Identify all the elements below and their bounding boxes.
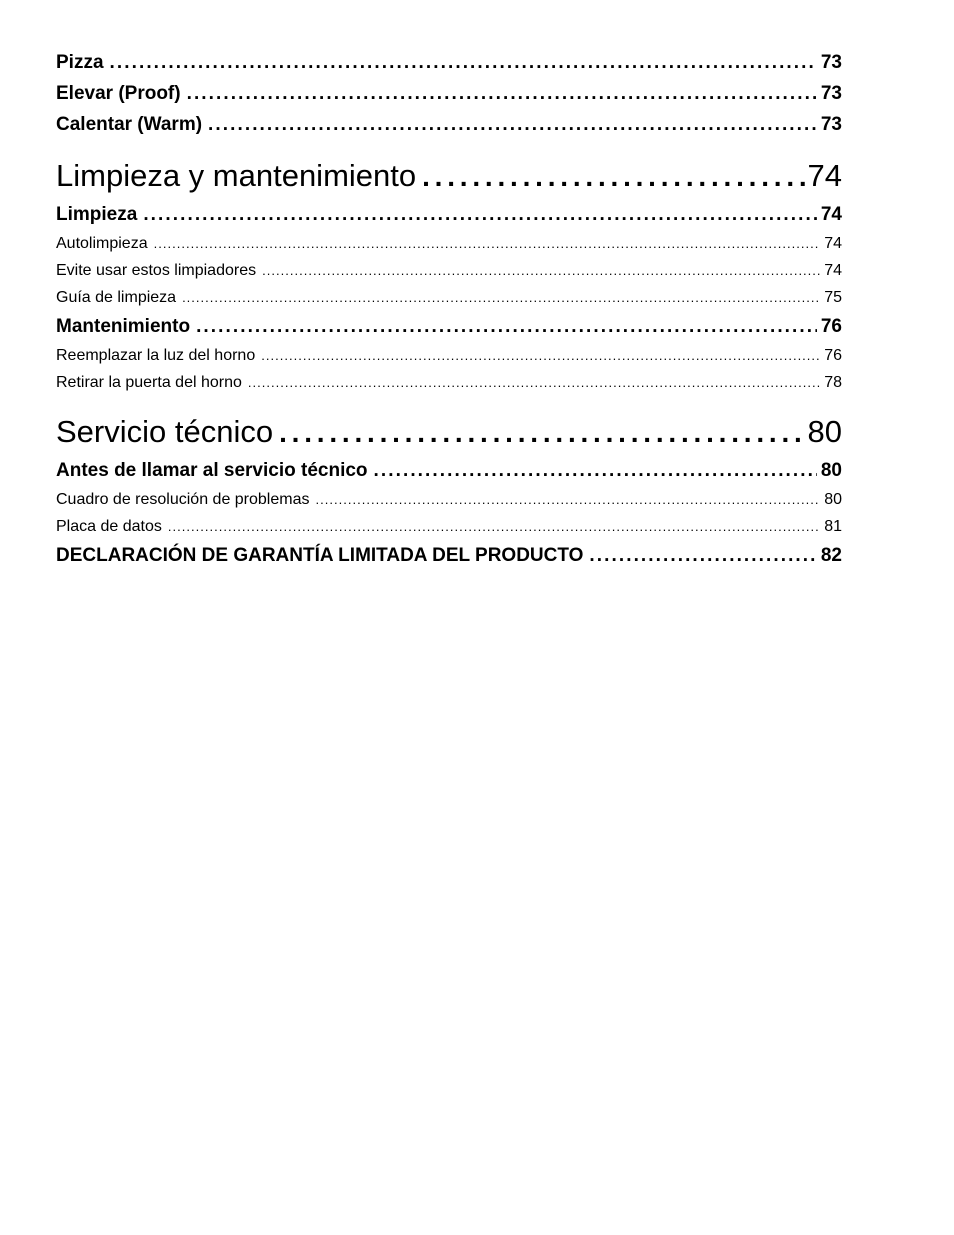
toc-entry-page: 73 (820, 114, 842, 135)
dot-leader (279, 412, 807, 453)
dot-leader (182, 287, 820, 309)
toc-item-retirar-puerta[interactable] (56, 372, 842, 399)
toc-item-placa-datos[interactable] (56, 516, 842, 543)
toc-entry-mantenimiento[interactable] (56, 314, 842, 345)
toc-entry-label: Antes de llamar al servicio técnico (56, 460, 368, 481)
toc-item-guia-limpieza[interactable] (56, 287, 842, 314)
toc-item-label: Placa de datos (56, 518, 162, 535)
toc-item-label: Retirar la puerta del horno (56, 374, 242, 391)
toc-item-page: 78 (824, 374, 842, 391)
dot-leader (262, 260, 820, 282)
toc-entry-elevar[interactable] (56, 81, 842, 112)
toc-item-cuadro-resolucion[interactable] (56, 489, 842, 516)
toc-entry-page: 73 (820, 83, 842, 104)
table-of-contents (56, 50, 842, 574)
toc-item-page: 74 (824, 235, 842, 252)
toc-item-evite-usar[interactable] (56, 260, 842, 287)
dot-leader (374, 458, 817, 484)
toc-entry-garantia[interactable] (56, 543, 842, 574)
toc-item-label: Autolimpieza (56, 235, 148, 252)
dot-leader (315, 489, 820, 511)
toc-entry-calentar[interactable] (56, 112, 842, 143)
dot-leader (208, 112, 817, 138)
toc-item-page: 76 (824, 347, 842, 364)
toc-entry-label: Calentar (Warm) (56, 114, 203, 135)
toc-chapter-page: 80 (807, 414, 842, 449)
toc-entry-label: Elevar (Proof) (56, 83, 181, 104)
toc-entry-label: Limpieza (56, 204, 138, 225)
toc-chapter-servicio-tecnico[interactable] (56, 412, 842, 458)
toc-item-page: 75 (824, 289, 842, 306)
toc-entry-page: 80 (820, 460, 842, 481)
dot-leader (589, 543, 816, 569)
toc-chapter-page: 74 (807, 158, 842, 193)
toc-entry-page: 76 (820, 316, 842, 337)
dot-leader (187, 81, 817, 107)
toc-item-label: Guía de limpieza (56, 289, 177, 306)
toc-entry-page: 74 (820, 204, 842, 225)
toc-item-label: Cuadro de resolución de problemas (56, 491, 310, 508)
toc-entry-page: 82 (820, 545, 842, 566)
toc-entry-label: DECLARACIÓN DE GARANTÍA LIMITADA DEL PRODUCTO (56, 545, 584, 566)
toc-entry-label: Mantenimiento (56, 316, 191, 337)
dot-leader (261, 345, 820, 367)
toc-item-label: Evite usar estos limpiadores (56, 262, 257, 279)
dot-leader (154, 233, 821, 255)
toc-chapter-label: Limpieza y mantenimiento (56, 158, 417, 193)
toc-entry-antes-de-llamar[interactable] (56, 458, 842, 489)
toc-chapter-limpieza-mantenimiento[interactable] (56, 156, 842, 202)
dot-leader (110, 50, 817, 76)
dot-leader (196, 314, 817, 340)
toc-item-page: 80 (824, 491, 842, 508)
dot-leader (422, 156, 807, 197)
dot-leader (168, 516, 820, 538)
toc-item-label: Reemplazar la luz del horno (56, 347, 256, 364)
toc-entry-limpieza[interactable] (56, 202, 842, 233)
toc-item-reemplazar-luz[interactable] (56, 345, 842, 372)
toc-entry-pizza[interactable] (56, 50, 842, 81)
toc-item-page: 81 (824, 518, 842, 535)
dot-leader (248, 372, 820, 394)
toc-chapter-label: Servicio técnico (56, 414, 274, 449)
dot-leader (143, 202, 817, 228)
toc-entry-label: Pizza (56, 52, 104, 73)
toc-entry-page: 73 (820, 52, 842, 73)
toc-item-page: 74 (824, 262, 842, 279)
toc-item-autolimpieza[interactable] (56, 233, 842, 260)
